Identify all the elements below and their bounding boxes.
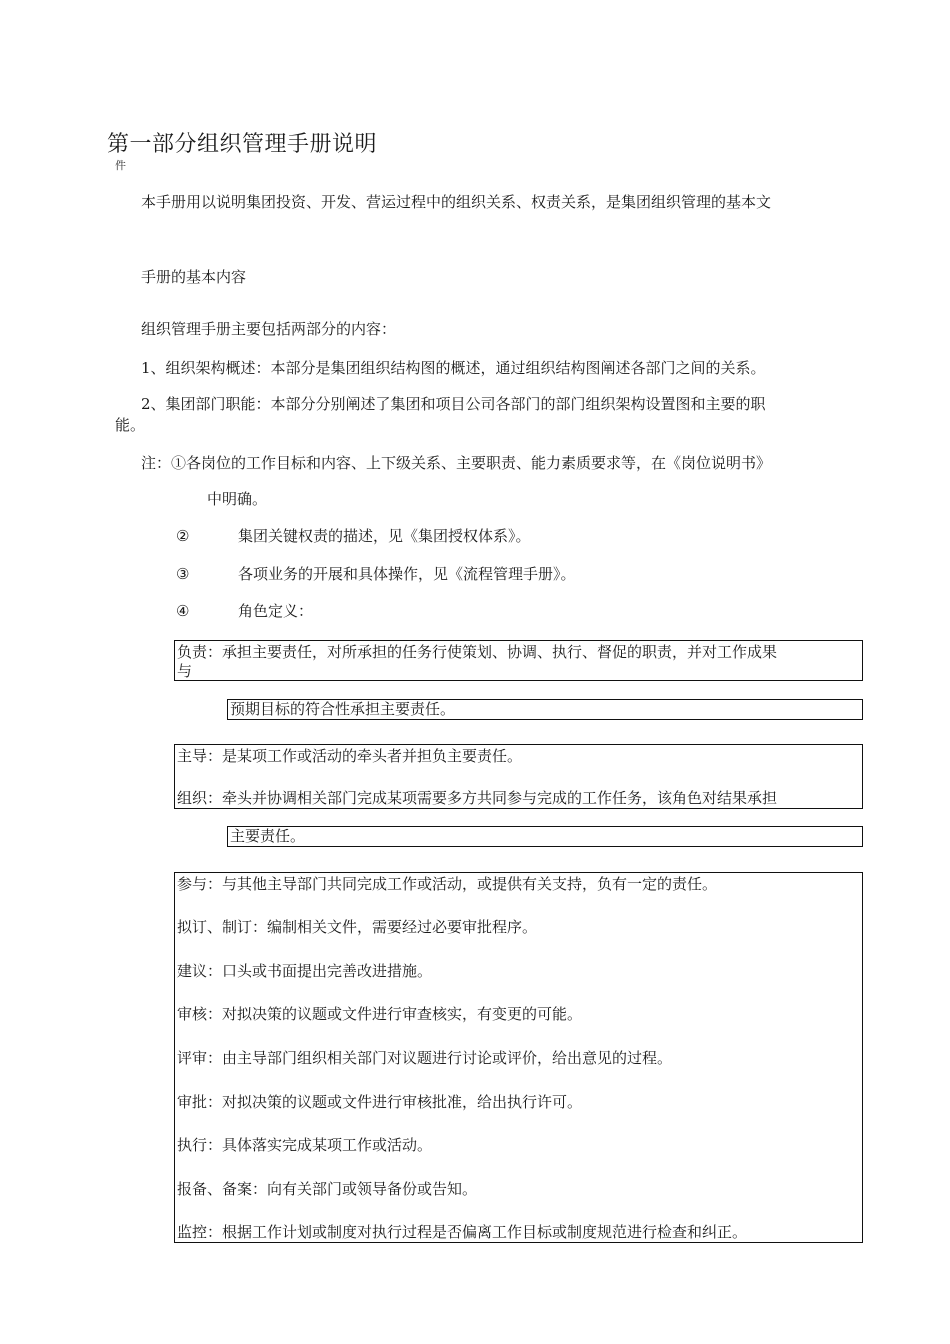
role-zhudao: 主导：是某项工作或活动的牵头者并担负主要责任。 — [177, 747, 523, 765]
note-line-1: 注：①各岗位的工作目标和内容、上下级关系、主要职责、能力素质要求等，在《岗位说明书》 — [141, 454, 772, 472]
note-marker-3: ③ — [176, 565, 190, 583]
role-zuzhi-cont: 主要责任。 — [230, 827, 306, 845]
role-fuze-line: 负责：承担主要责任，对所承担的任务行使策划、协调、执行、督促的职责，并对工作成果 — [177, 643, 778, 661]
role-list-item: 拟订、制订：编制相关文件，需要经过必要审批程序。 — [177, 918, 538, 936]
role-list-item: 参与：与其他主导部门共同完成工作或活动，或提供有关支持，负有一定的责任。 — [177, 875, 718, 893]
title-overflow-text: 件 — [115, 159, 126, 172]
role-fuze-cont: 与 — [177, 662, 193, 680]
section-heading: 手册的基本内容 — [141, 268, 247, 286]
note-line-1-cont: 中明确。 — [207, 490, 268, 508]
role-list-item: 监控：根据工作计划或制度对执行过程是否偏离工作目标或制度规范进行检查和纠正。 — [177, 1223, 748, 1241]
content-intro: 组织管理手册主要包括两部分的内容： — [141, 320, 397, 338]
role-fuze-line-2: 预期目标的符合性承担主要责任。 — [230, 700, 456, 718]
role-box-fuze — [174, 640, 863, 681]
role-list-item: 审批：对拟决策的议题或文件进行审核批准，给出执行许可。 — [177, 1093, 583, 1111]
role-zuzhi: 组织：牵头并协调相关部门完成某项需要多方共同参与完成的工作任务，该角色对结果承担 — [177, 789, 778, 807]
role-box-fuze-2 — [227, 699, 863, 720]
role-list-box — [174, 872, 863, 1243]
role-list-item: 建议：口头或书面提出完善改进措施。 — [177, 962, 433, 980]
list-item-1: 1、组织架构概述：本部分是集团组织结构图的概述，通过组织结构图阐述各部门之间的关系。 — [141, 359, 766, 377]
role-list-item: 评审：由主导部门组织相关部门对议题进行讨论或评价，给出意见的过程。 — [177, 1049, 673, 1067]
role-list-item: 报备、备案：向有关部门或领导备份或告知。 — [177, 1180, 478, 1198]
note-text-2: 集团关键权责的描述，见《集团授权体系》。 — [238, 527, 531, 545]
note-marker-4: ④ — [176, 602, 190, 620]
list-item-2-cont: 能。 — [115, 416, 146, 434]
role-list-item: 执行：具体落实完成某项工作或活动。 — [177, 1136, 433, 1154]
role-box-zhudao — [174, 744, 863, 809]
role-box-zuzhi-2 — [227, 826, 863, 847]
list-item-2: 2、集团部门职能：本部分分别阐述了集团和项目公司各部门的部门组织架构设置图和主要的职 — [141, 395, 766, 413]
note-marker-2: ② — [176, 527, 190, 545]
role-list-item: 审核：对拟决策的议题或文件进行审查核实，有变更的可能。 — [177, 1005, 583, 1023]
note-text-3: 各项业务的开展和具体操作，见《流程管理手册》。 — [238, 565, 576, 583]
page-title: 第一部分组织管理手册说明 — [107, 132, 378, 157]
note-text-4: 角色定义： — [238, 602, 314, 620]
intro-paragraph: 本手册用以说明集团投资、开发、营运过程中的组织关系、权责关系，是集团组织管理的基本文 — [141, 193, 772, 211]
